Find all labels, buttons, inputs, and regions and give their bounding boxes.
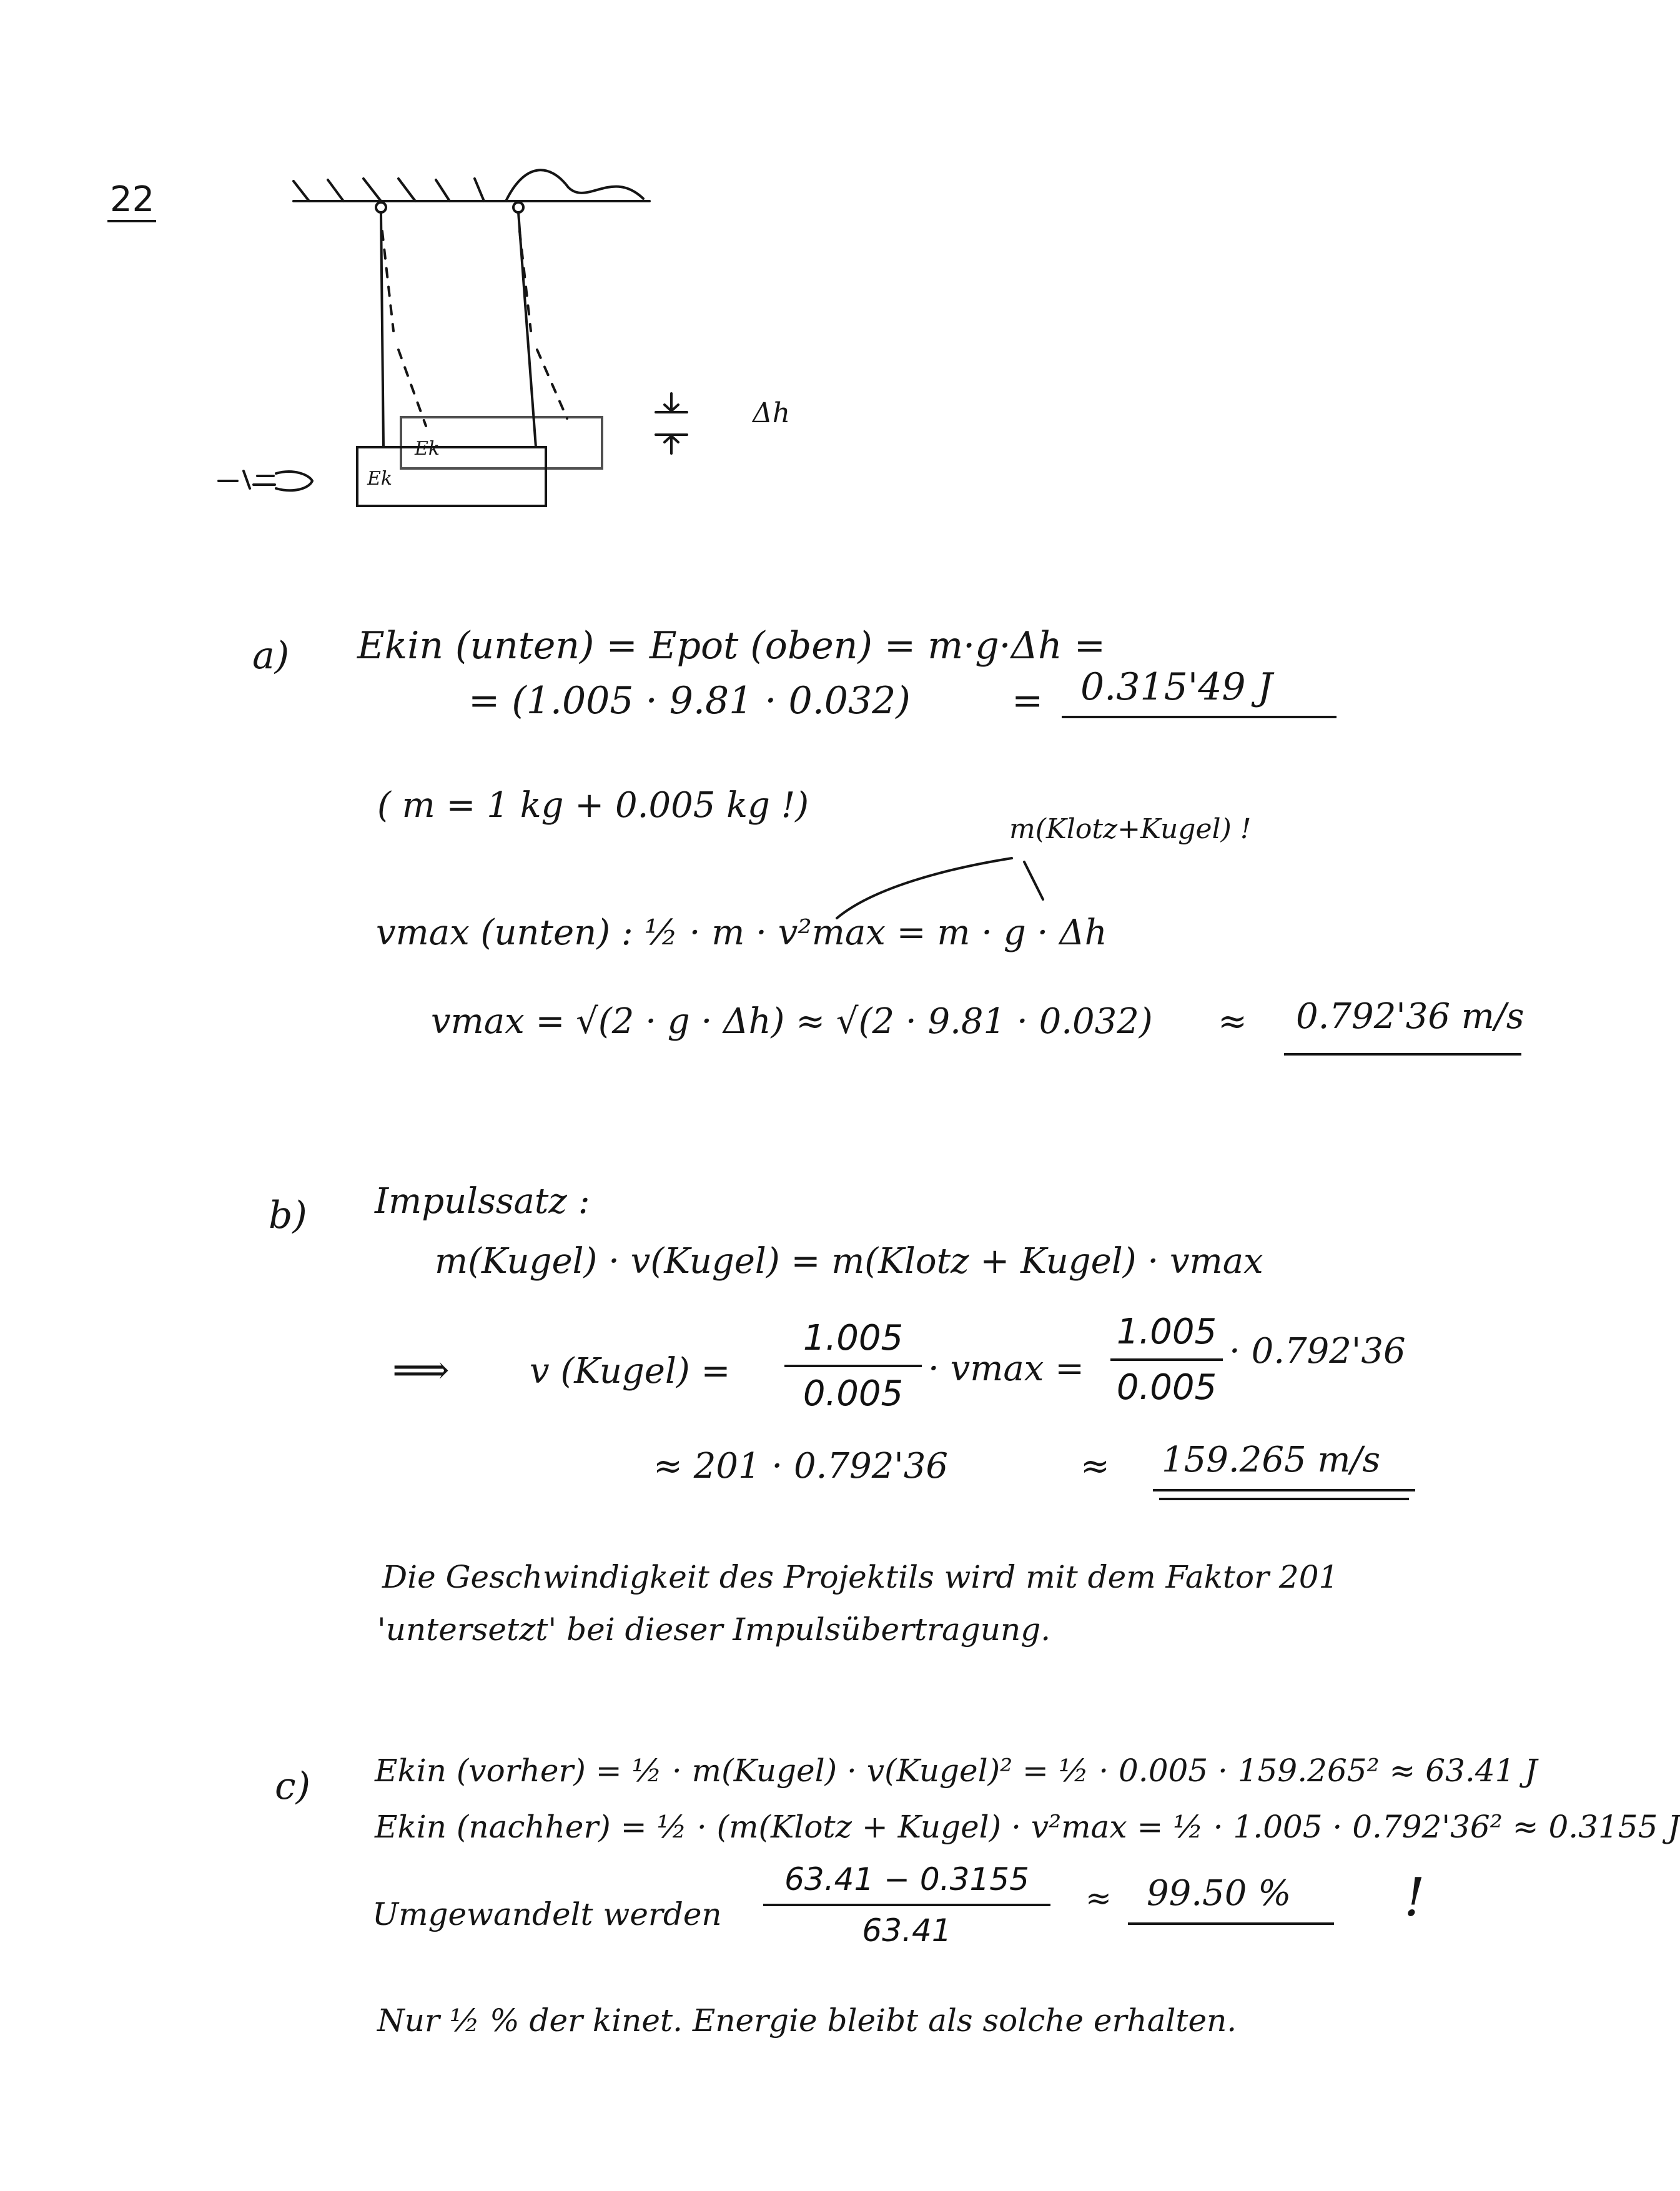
part-b-fraction-2-numerator: 1.005: [1116, 1312, 1217, 1352]
string-right-rest: [518, 212, 536, 447]
part-a-vmax-line: vmax (unten) : ½ · m · v²max = m · g · Δh: [376, 913, 1107, 953]
part-c-fraction-bar: [763, 1904, 1050, 1906]
part-a-energy-underline: [1062, 716, 1337, 718]
part-a-vmax-approx: ≈: [1218, 1001, 1247, 1042]
part-b-fraction-2-bar: [1110, 1358, 1223, 1361]
sketch-label-dh: Δh: [753, 397, 791, 429]
part-b-velocity-result: 159.265 m/s: [1162, 1440, 1381, 1480]
part-a-energy-result: 0.315'49 J: [1080, 665, 1273, 709]
part-c-line2: Ekin (nachher) = ½ · (m(Klotz + Kugel) · v²max = ½ · 1.005 · 0.792'36² ≈ 0.3155 J: [375, 1809, 1680, 1845]
part-b-implies-arrow: ⟹: [392, 1347, 450, 1393]
part-c-line3-approx: ≈: [1085, 1880, 1112, 1916]
string-left-rest: [381, 212, 383, 447]
part-b-v-lhs: v (Kugel) =: [530, 1351, 731, 1392]
part-b-fraction-1-numerator: 1.005: [803, 1318, 904, 1358]
part-b-fraction-1: [784, 1318, 922, 1414]
part-a-mass-note: ( m = 1 kg + 0.005 kg !): [377, 785, 809, 826]
part-c-marker: c): [275, 1764, 311, 1808]
pivot-left: [376, 202, 386, 212]
part-c-result-underline: [1128, 1922, 1334, 1925]
part-c-line3-label: Umgewandelt werden: [372, 1896, 722, 1932]
part-a-line2: = (1.005 · 9.81 · 0.032): [468, 679, 911, 723]
sketch-label-ekin-raised: Ek: [415, 438, 440, 460]
part-b-note-line1: Die Geschwindigkeit des Projektils wird mit dem Faktor 201: [382, 1559, 1339, 1595]
part-a-line1: Ekin (unten) = Epot (oben) = m·g·Δh =: [357, 624, 1106, 668]
part-b-fraction-2-denominator: 0.005: [1116, 1367, 1217, 1408]
page-number: 22: [110, 179, 155, 220]
part-a-line2-equals: =: [1012, 679, 1044, 723]
string-left-swung: [382, 231, 426, 426]
part-b-result-underline-2: [1159, 1498, 1409, 1500]
part-c-percentage-result: 99.50 %: [1147, 1873, 1292, 1914]
part-b-marker: b): [269, 1194, 307, 1237]
part-b-fraction-1-denominator: 0.005: [803, 1373, 904, 1414]
part-b-note-line2: 'untersetzt' bei dieser Impulsübertragung.: [377, 1611, 1051, 1648]
part-b-fraction-2: [1110, 1312, 1223, 1408]
page-number-underline: [107, 220, 156, 222]
part-a-note-mass-total: m(Klotz+Kugel) !: [1009, 813, 1252, 845]
part-b-line3-approx: ≈: [1080, 1446, 1110, 1486]
ballistic-pendulum-sketch: [200, 144, 674, 518]
part-a-vmax-line2: vmax = √(2 · g · Δh) ≈ √(2 · 9.81 · 0.032): [431, 1001, 1153, 1042]
pivot-right: [513, 202, 523, 212]
part-c-fraction-denominator: 63.41: [862, 1912, 952, 1949]
part-b-v-tail: · 0.792'36: [1229, 1331, 1406, 1372]
ceiling-hatching: [294, 170, 643, 201]
part-b-line1: m(Kugel) · v(Kugel) = m(Klotz + Kugel) · vmax: [435, 1241, 1263, 1282]
part-c-line1: Ekin (vorher) = ½ · m(Kugel) · v(Kugel)² = ½ · 0.005 · 159.265² ≈ 63.41 J: [375, 1753, 1538, 1789]
part-b-result-underline-1: [1153, 1489, 1415, 1491]
dh-arrows: [665, 393, 678, 453]
part-b-heading: Impulssatz :: [375, 1181, 590, 1222]
part-c-conclusion: Nur ½ % der kinet. Energie bleibt als solche erhalten.: [377, 2002, 1237, 2039]
part-a-marker: a): [252, 634, 290, 678]
part-a-vmax-underline: [1284, 1053, 1521, 1056]
part-b-fraction-1-bar: [784, 1365, 922, 1367]
part-c-fraction: [763, 1861, 1050, 1949]
sketch-label-ekin-rest: Ek: [367, 468, 393, 490]
part-a-vmax-result: 0.792'36 m/s: [1296, 996, 1524, 1037]
part-b-line3: ≈ 201 · 0.792'36: [653, 1446, 948, 1486]
part-b-v-mid: · vmax =: [928, 1348, 1085, 1389]
projectile-bullet: [219, 471, 312, 490]
part-c-exclamation: !: [1404, 1867, 1425, 1928]
part-c-fraction-numerator: 63.41 − 0.3155: [784, 1861, 1029, 1897]
